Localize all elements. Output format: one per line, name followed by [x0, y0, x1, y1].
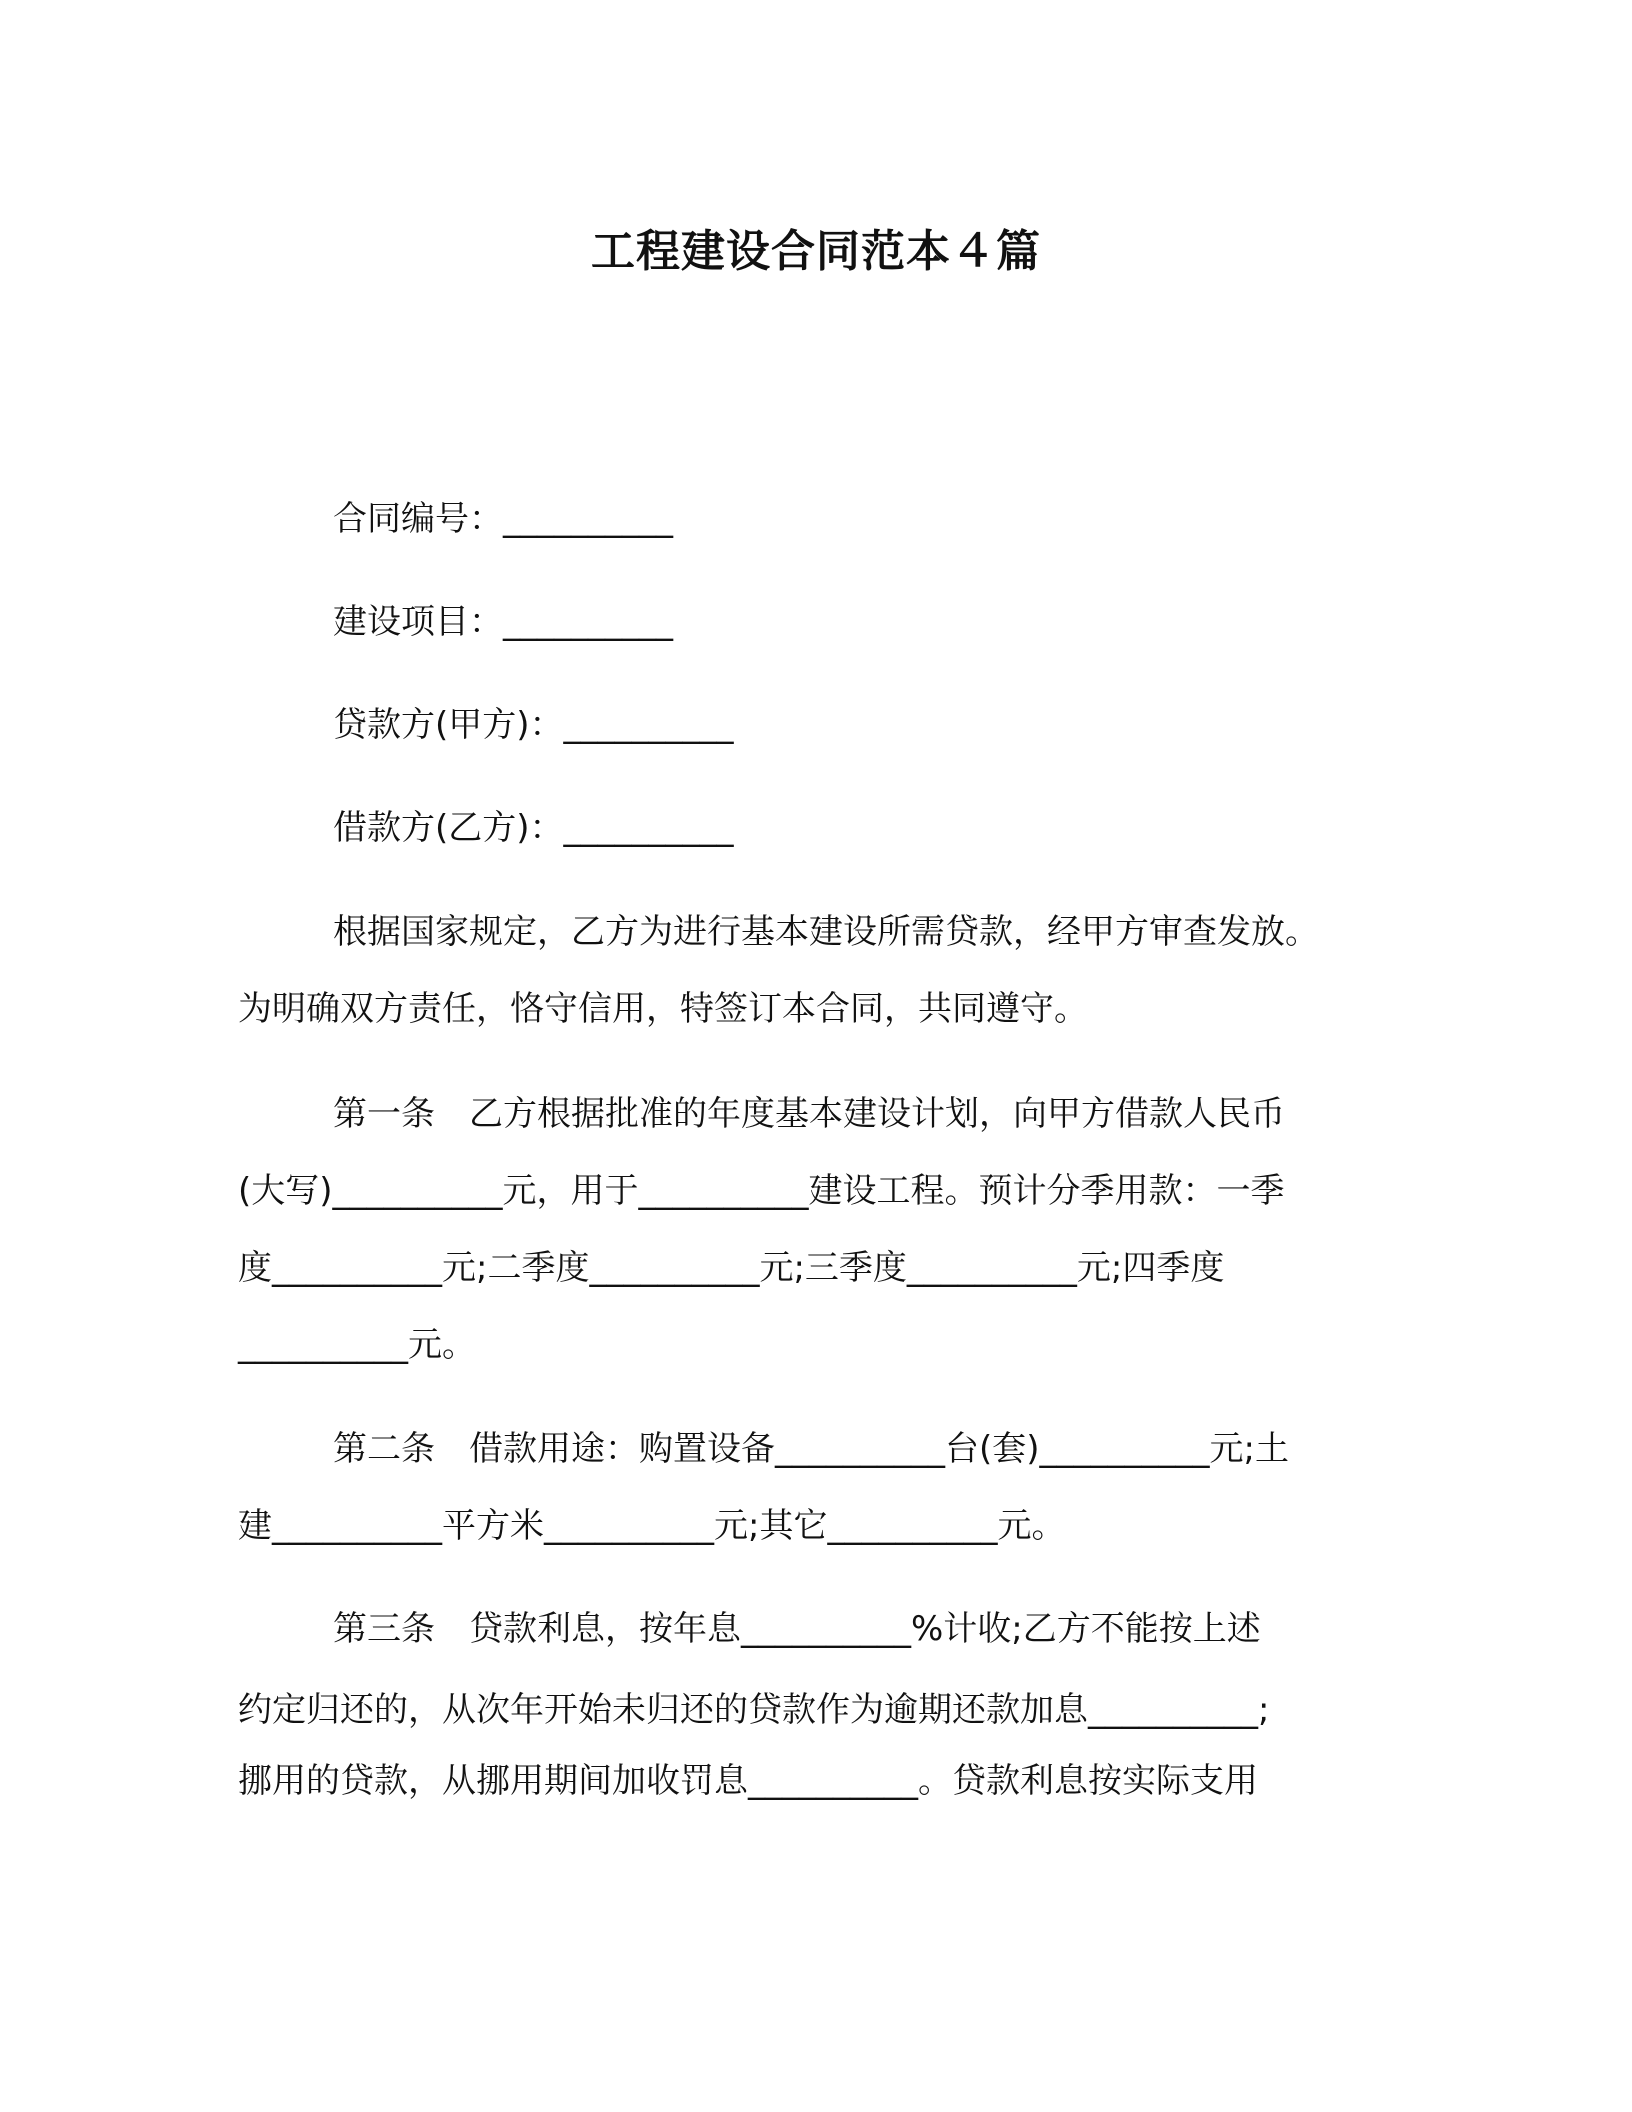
field-project: 建设项目：__________: [333, 602, 673, 642]
article3-line-1: 第三条 贷款利息，按年息__________%计收;乙方不能按上述: [333, 1609, 1261, 1649]
article1-line-4: __________元。: [238, 1325, 476, 1365]
article1-line-2: (大写)__________元，用于__________建设工程。预计分季用款：一季: [238, 1171, 1285, 1211]
field-contract-number: 合同编号：__________: [333, 499, 673, 539]
preamble-line-2: 为明确双方责任，恪守信用，特签订本合同，共同遵守。: [238, 989, 1088, 1029]
field-borrower: 借款方(乙方)：__________: [333, 808, 734, 848]
article1-line-1: 第一条 乙方根据批准的年度基本建设计划，向甲方借款人民币: [333, 1094, 1285, 1134]
field-lender: 贷款方(甲方)：__________: [333, 705, 734, 745]
preamble-line-1: 根据国家规定，乙方为进行基本建设所需贷款，经甲方审查发放。: [333, 912, 1319, 952]
article3-line-2: 约定归还的，从次年开始未归还的贷款作为逾期还款加息__________;: [238, 1690, 1270, 1730]
article2-line-2: 建__________平方米__________元;其它__________元。: [238, 1506, 1066, 1546]
article2-line-1: 第二条 借款用途：购置设备__________台(套)__________元;土: [333, 1429, 1289, 1469]
article1-line-3: 度__________元;二季度__________元;三季度__________元;四季度: [238, 1248, 1225, 1288]
article3-line-3: 挪用的贷款，从挪用期间加收罚息__________。贷款利息按实际支用: [238, 1761, 1258, 1801]
document-title: 工程建设合同范本４篇: [591, 226, 1041, 277]
